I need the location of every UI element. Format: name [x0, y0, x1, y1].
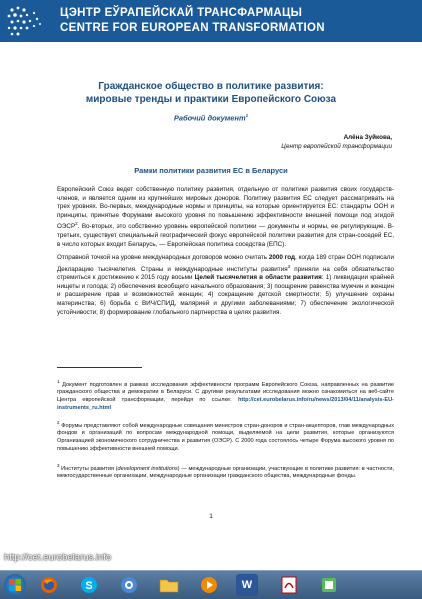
browser-icon[interactable]	[116, 574, 142, 596]
footnote-ref-3: 3	[287, 263, 291, 269]
para2-b: , когда 189 стран ООН подписали Декларацию тысячелетия. Страны и международные институты развития	[57, 254, 394, 273]
media-icon[interactable]	[196, 574, 222, 596]
fn3-number: 3	[57, 463, 60, 468]
para1-text-b: . Во-вторых, это собственно уровень европейской политики — документы и нормы, ее регулирующие. В-третьих, существует специальный географический фокус европейской политики развития для стран-соседей ЕС, в число которых входит Беларусь, — Европейская политика соседства (ЕПС).	[57, 223, 394, 248]
footnote-2	[57, 419, 394, 453]
para1-text: Европейский Союз ведет собственную политику развития, отдельную от политики развития своих государств-членов, и является одним из крупнейших мировых доноров. Политику развития ЕС следует рассматривать на трех уровнях. Во-первых, международные нормы и принципы, на которые ориентируется ЕС: стандарты ООН и принципы, принятые Форумами высокого уровня по повышению эффективности внешней помощи под эгидой ОЭСР	[57, 186, 394, 231]
para2-bold-goals: Целей тысячелетия в области развития	[194, 274, 322, 282]
firefox-icon[interactable]	[36, 574, 62, 596]
doc-subtitle	[0, 113, 422, 123]
footnote-1	[57, 378, 394, 412]
word-icon[interactable]	[236, 574, 258, 596]
page-number: 1	[209, 513, 213, 520]
footnote-3	[57, 462, 394, 481]
header-line-2: CENTRE FOR EUROPEAN TRANSFORMATION	[60, 22, 325, 34]
footnote-ref-2: 2	[75, 221, 78, 227]
section-title: Рамки политики развития ЕС в Беларуси	[134, 166, 288, 175]
doc-title-line-2: мировые тренды и практики Европейского Союза	[85, 94, 337, 105]
header-banner	[0, 0, 422, 42]
fn3-text-a: Институты развития (	[59, 465, 118, 472]
eu-stars-logo	[4, 4, 54, 40]
fn1-text: Документ подготовлен в рамках исследования эффективности программ Европейского Союза, направленных на развитие гражданского общества и демократии в Беларуси. С другими результатами исследования можно ознакомиться на веб-сайте Центра европейской трансформации, перейдя по ссылке:	[57, 381, 394, 404]
fn3-text-b: ) — международные организации, участвующие в политике развития: в частности, межгосударственные организации, международные организации гражданского общества, международные фонды.	[57, 465, 394, 480]
fn2-text: Форумы представляют собой международные совещания министров стран-доноров и стран-акцепторов, глав международных фондов и организаций по вопросам международной помощи, выделяемой на цели развития, которые организуются Организацией экономического сотрудничества и развития (ОЭСР). С 2000 года состоялось четыре Форума высокого уровня по повышению эффективности внешней помощи.	[57, 422, 394, 452]
skype-icon[interactable]	[76, 574, 102, 596]
fn2-number: 2	[57, 420, 60, 425]
footnote-divider	[57, 367, 142, 368]
windows-start-icon[interactable]	[4, 574, 26, 596]
folder-icon[interactable]	[156, 574, 182, 596]
svg-text:S: S	[85, 580, 93, 592]
fn3-italic: development institutions	[117, 465, 178, 472]
doc-title-line-1: Гражданское общество в политике развития:	[98, 81, 324, 92]
taskbar	[0, 570, 422, 599]
para2-c: приняли на себя обязательство стремиться к достижению к 2015 году восьми	[57, 265, 394, 282]
subtitle-footnote-ref: 1	[245, 113, 249, 118]
author-org: Центр европейской трансформации	[281, 143, 392, 150]
para2-a: Отправной точкой на уровне международных договоров можно считать	[57, 254, 269, 261]
header-line-1: ЦЭНТР ЕЎРАПЕЙСКАЙ ТРАНСФАРМАЦЫ	[60, 7, 303, 19]
fn1-link[interactable]: http://cet.eurobelarus.info/ru/news/2013/04/11/analysis-EU-instruments_ru.html	[57, 397, 394, 411]
app-icon[interactable]	[316, 574, 342, 596]
fn1-number: 1	[57, 379, 60, 384]
paragraph-2	[57, 254, 394, 317]
para2-bold-year: 2000 год	[268, 254, 296, 261]
para2-d: : 1) ликвидации крайней нищеты и голода; 2) обеспечения всеобщего начального образования; 3) поощрение равенства мужчин и женщин и расширение прав и возможностей женщин; 4) сокращение детской смертности; 5) улучшение охраны материнства; 6) борьба с ВИЧ/СПИД, малярией и другими заболеваниями; 7) обеспечение экологической устойчивости; 8) формирование глобального партнерства в целях развития.	[57, 274, 394, 316]
paragraph-1	[57, 186, 394, 249]
subtitle-text: Рабочий документ	[173, 113, 246, 123]
author-name: Алёна Зуйкова,	[343, 134, 392, 141]
footer-url-watermark: http://cet.eurobelarus.info	[4, 552, 112, 563]
pdf-icon[interactable]	[276, 574, 302, 596]
word-icon-label: W	[241, 579, 253, 591]
